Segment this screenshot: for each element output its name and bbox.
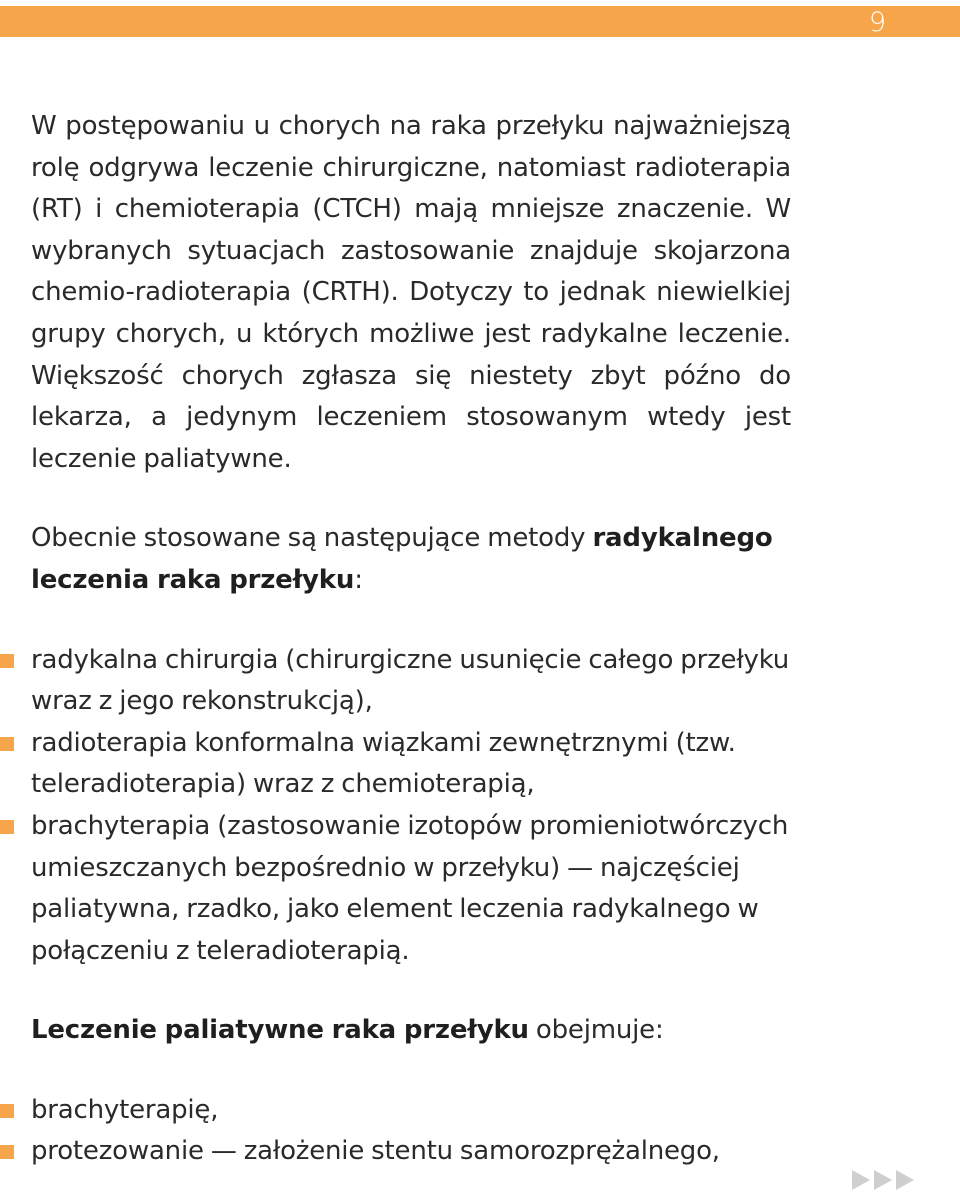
- header-bar: [0, 6, 960, 37]
- square-bullet-icon: [0, 1104, 14, 1118]
- palliative-treatment-heading: [31, 1010, 791, 1052]
- square-bullet-icon: [0, 654, 14, 668]
- palliative-treatment-list: [31, 1090, 791, 1173]
- list-item: [31, 806, 791, 972]
- list-item-text: radioterapia konformalna wiązkami zewnętrznymi (tzw. teleradioterapia) wraz z chemioterapią,: [31, 727, 736, 800]
- list-item: [31, 1131, 791, 1173]
- square-bullet-icon: [0, 1145, 14, 1159]
- list-item: [31, 640, 791, 723]
- page-number: 9: [868, 7, 886, 38]
- list-item-text: protezowanie — założenie stentu samorozprężalnego,: [31, 1136, 720, 1167]
- radical-treatment-list: [31, 640, 791, 973]
- arrow-right-icon: [852, 1170, 870, 1190]
- triple-arrow-right-icon: [852, 1170, 914, 1192]
- main-content: [31, 106, 791, 1173]
- intro-paragraph: W postępowaniu u chorych na raka przełyku najważniejszą rolę odgrywa leczenie chirurgiczne, natomiast radioterapia (RT) i chemioterapia (CTCH) mają mniejsze znaczenie. W wybranych sytuacjach zastosowanie znajduje skojarzona chemio-radioterapia (CRTH). Dotyczy to jednak niewielkiej grupy chorych, u których możliwe jest radykalne leczenie. Większość chorych zgłasza się niestety zbyt późno do lekarza, a jedynym leczeniem stosowanym wtedy jest leczenie paliatywne.: [31, 111, 791, 474]
- radical-heading-tail: :: [354, 564, 363, 595]
- palliative-heading-bold: Leczenie paliatywne raka przełyku: [31, 1015, 529, 1046]
- radical-treatment-heading: [31, 518, 791, 601]
- list-item-text: brachyterapia (zastosowanie izotopów promieniotwórczych umieszczanych bezpośrednio w przełyku) — najczęściej paliatywna, rzadko, jako element leczenia radykalnego w połączeniu z teleradioterapią.: [31, 810, 789, 966]
- arrow-right-icon: [874, 1170, 892, 1190]
- radical-heading-lead: Obecnie stosowane są następujące metody: [31, 523, 593, 554]
- square-bullet-icon: [0, 820, 14, 834]
- radical-heading-bold: radykalnego leczenia raka przełyku: [31, 523, 773, 595]
- arrow-right-icon: [896, 1170, 914, 1190]
- list-item-text: brachyterapię,: [31, 1094, 219, 1125]
- list-item-text: radykalna chirurgia (chirurgiczne usunięcie całego przełyku wraz z jego rekonstrukcją),: [31, 644, 790, 717]
- square-bullet-icon: [0, 737, 14, 751]
- list-item: [31, 723, 791, 806]
- list-item: [31, 1090, 791, 1132]
- palliative-heading-tail: obejmuje:: [528, 1015, 664, 1046]
